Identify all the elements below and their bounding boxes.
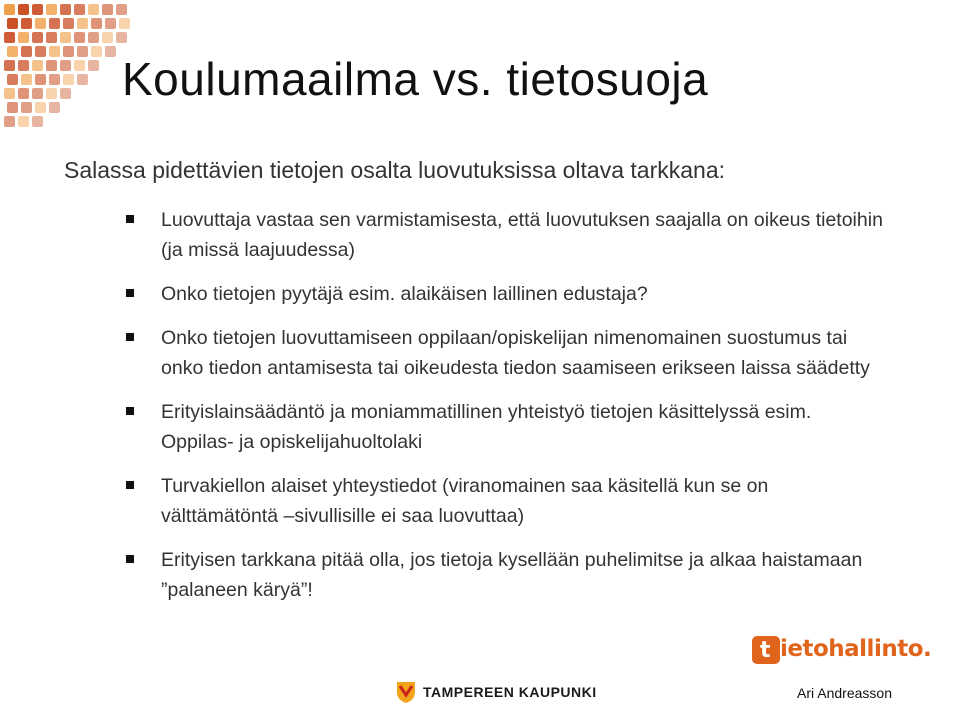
pattern-cell [21,18,32,29]
pattern-cell [4,60,15,71]
slide-intro: Salassa pidettävien tietojen osalta luovutuksissa oltava tarkkana: [64,157,726,183]
pattern-cell [18,60,29,71]
bullet-text: Turvakiellon alaiset yhteystiedot (viranomainen saa käsitellä kun se on välttämätöntä –sivullisille ei saa luovuttaa) [161,475,769,527]
bullet-square-icon [126,215,134,223]
pattern-cell [63,46,74,57]
tietohallinto-logo [752,636,932,666]
pattern-cell [60,4,71,15]
tampere-crest-icon [395,680,417,704]
bullet-item [126,279,886,309]
bullet-square-icon [126,555,134,563]
pattern-cell [18,32,29,43]
bullet-square-icon [126,289,134,297]
pattern-cell [46,88,57,99]
pattern-cell [63,74,74,85]
tampere-logo [395,680,597,704]
pattern-cell [21,102,32,113]
pattern-cell [60,32,71,43]
pattern-cell [63,18,74,29]
pattern-cell [88,60,99,71]
pattern-cell [77,18,88,29]
pattern-cell [32,88,43,99]
pattern-cell [32,4,43,15]
pattern-cell [18,4,29,15]
pattern-cell [32,32,43,43]
pattern-cell [35,102,46,113]
bullet-list [126,205,886,619]
pattern-cell [74,60,85,71]
pattern-cell [91,18,102,29]
author-name: Ari Andreasson [797,685,892,701]
pattern-cell [102,32,113,43]
pattern-cell [116,32,127,43]
bullet-text: Onko tietojen pyytäjä esim. alaikäisen laillinen edustaja? [161,283,648,305]
pattern-cell [4,32,15,43]
pattern-cell [21,74,32,85]
pattern-cell [105,18,116,29]
bullet-item [126,323,886,383]
tietohallinto-badge: t [752,636,780,664]
pattern-cell [46,4,57,15]
pattern-cell [116,4,127,15]
bullet-text: Erityisen tarkkana pitää olla, jos tietoja kysellään puhelimitse ja alkaa haistamaan ”palaneen käryä”! [161,549,863,601]
pattern-cell [74,4,85,15]
pattern-cell [49,74,60,85]
pattern-cell [35,18,46,29]
slide-title: Koulumaailma vs. tietosuoja [122,53,709,105]
pattern-cell [46,32,57,43]
bullet-text: Luovuttaja vastaa sen varmistamisesta, että luovutuksen saajalla on oikeus tietoihin (ja missä laajuudessa) [161,209,883,261]
pattern-cell [35,74,46,85]
pattern-cell [49,18,60,29]
pattern-cell [105,46,116,57]
pattern-cell [46,60,57,71]
pattern-cell [18,116,29,127]
pattern-cell [21,46,32,57]
bullet-item [126,205,886,265]
pattern-cell [7,18,18,29]
bullet-item [126,545,886,605]
bullet-item [126,397,886,457]
pattern-cell [49,46,60,57]
pattern-cell [88,32,99,43]
pattern-cell [4,4,15,15]
pattern-cell [77,74,88,85]
bullet-text: Erityislainsäädäntö ja moniammatillinen yhteistyö tietojen käsittelyssä esim. Oppilas- ja opiskelijahuoltolaki [161,401,812,453]
pattern-cell [102,4,113,15]
bullet-square-icon [126,481,134,489]
pattern-cell [18,88,29,99]
pattern-cell [7,46,18,57]
pattern-cell [4,88,15,99]
pattern-cell [32,60,43,71]
bullet-item [126,471,886,531]
pattern-cell [77,46,88,57]
tietohallinto-wordmark: ietohallinto. [780,636,932,662]
bullet-square-icon [126,333,134,341]
pattern-cell [32,116,43,127]
tampere-city-name: TAMPEREEN KAUPUNKI [423,684,597,700]
pattern-cell [60,60,71,71]
pattern-cell [7,102,18,113]
pattern-cell [91,46,102,57]
pattern-cell [119,18,130,29]
woven-pattern-logo [0,0,135,135]
pattern-cell [60,88,71,99]
pattern-cell [4,116,15,127]
pattern-cell [35,46,46,57]
pattern-cell [88,4,99,15]
pattern-cell [74,32,85,43]
bullet-text: Onko tietojen luovuttamiseen oppilaan/opiskelijan nimenomainen suostumus tai onko tiedon antamisesta tai oikeudesta tiedon saamiseen erikseen laissa säädetty [161,327,870,379]
pattern-cell [49,102,60,113]
pattern-cell [7,74,18,85]
bullet-square-icon [126,407,134,415]
